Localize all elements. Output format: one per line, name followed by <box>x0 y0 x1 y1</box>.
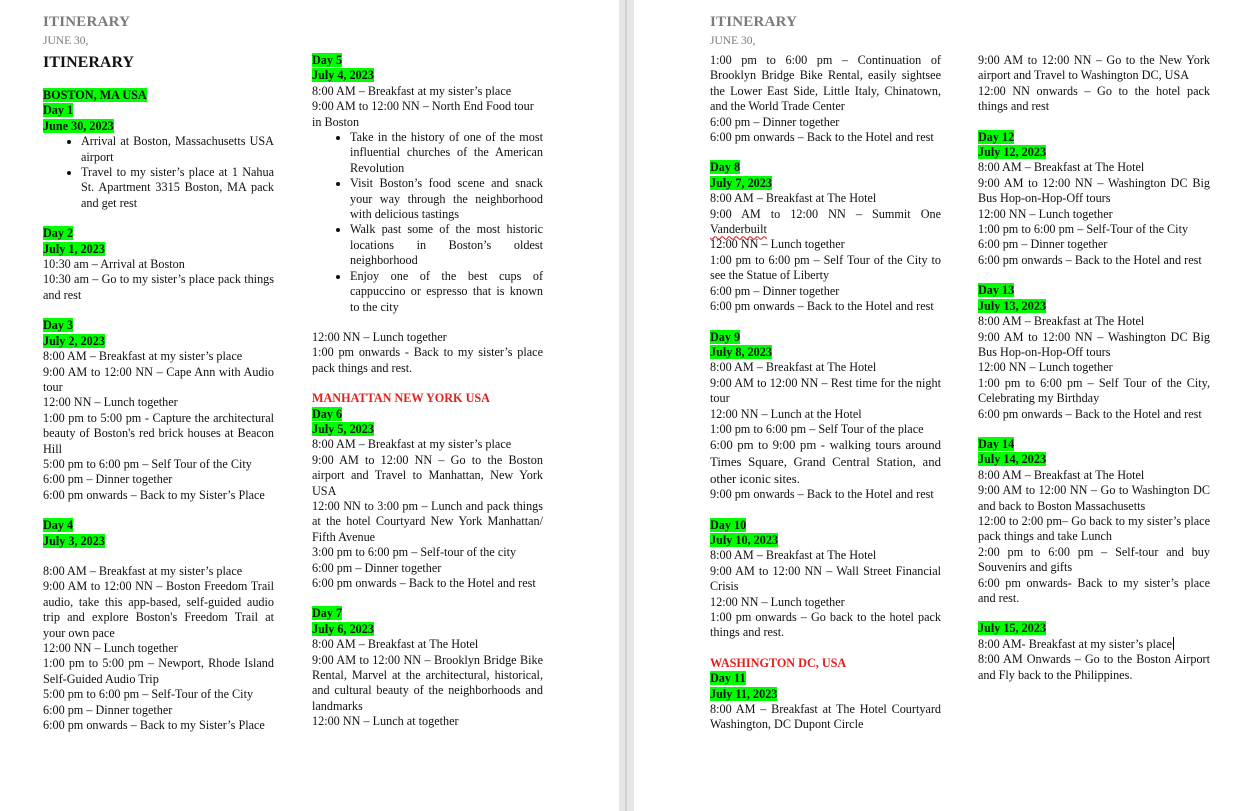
section-heading-washington: WASHINGTON DC, USA <box>710 655 847 670</box>
day-date: July 15, 2023 <box>978 621 1047 636</box>
itinerary-line: 6:00 pm – Dinner together <box>312 560 442 575</box>
day-date: July 7, 2023 <box>710 175 772 190</box>
itinerary-line: 9:00 AM to 12:00 NN – North End Food tour in Boston <box>312 99 534 129</box>
page-gap <box>619 0 634 811</box>
column-1 <box>43 53 274 733</box>
page-header-date: JUNE 30, <box>710 35 756 47</box>
section-heading-boston: BOSTON, MA USA <box>43 88 147 102</box>
itinerary-line: 1:00 pm to 5:00 pm - Capture the architectural beauty of Boston's red brick houses at Beacon Hill <box>43 410 274 456</box>
itinerary-line: 8:00 AM – Breakfast at The Hotel <box>710 191 877 206</box>
day-label: Day 1 <box>43 103 74 118</box>
day-date: July 4, 2023 <box>312 68 374 83</box>
itinerary-line: 12:00 NN – Lunch together <box>978 206 1113 221</box>
list-item: • Enjoy one of the best cups of cappuccino or espresso that is known to the city <box>350 269 543 315</box>
itinerary-line: 8:00 AM Onwards – Go to the Boston Airport and Fly back to the Philippines. <box>978 652 1210 682</box>
list-item: • Arrival at Boston, Massachusetts USA airport <box>81 134 274 165</box>
itinerary-line: 8:00 AM – Breakfast at The Hotel <box>312 637 479 652</box>
column-2 <box>312 53 543 730</box>
itinerary-line: 1:00 pm to 6:00 pm – Self Tour of the City, Celebrating my Birthday <box>978 375 1210 406</box>
day-label: Day 14 <box>978 436 1015 451</box>
itinerary-line: 6:00 pm – Dinner together <box>978 237 1108 252</box>
itinerary-line: 10:30 am – Go to my sister’s place pack things and rest <box>43 272 274 302</box>
itinerary-line: 12:00 NN – Lunch at the Hotel <box>710 406 862 421</box>
day-date: July 12, 2023 <box>978 145 1047 160</box>
day-date: July 1, 2023 <box>43 241 105 256</box>
itinerary-line: 5:00 pm to 6:00 pm – Self-Tour of the City <box>43 687 254 702</box>
page-header-date: JUNE 30, <box>43 35 89 47</box>
itinerary-line: 6:00 pm to 9:00 pm - walking tours around Times Square, Grand Central Station, and other iconic sites. <box>710 438 941 486</box>
itinerary-line: 8:00 AM – Breakfast at The Hotel <box>978 467 1145 482</box>
list-item: • Travel to my sister’s place at 1 Nahua St. Apartment 3315 Boston, MA pack and get rest <box>81 165 274 211</box>
itinerary-line: 12:00 NN – Lunch together <box>978 360 1113 375</box>
itinerary-line: 1:00 pm onwards - Back to my sister’s place pack things and rest. <box>312 345 543 375</box>
itinerary-line: 12:00 NN onwards – Go to the hotel pack things and rest <box>978 83 1210 114</box>
itinerary-line: 1:00 pm to 6:00 pm – Continuation of Brooklyn Bridge Bike Rental, easily sightsee the Lower East Side, Little Italy, Chinatown, and the World Trade Center <box>710 53 941 114</box>
day-date: July 6, 2023 <box>312 621 374 636</box>
day-date: July 5, 2023 <box>312 421 374 436</box>
day-label: Day 11 <box>710 671 746 686</box>
itinerary-line: 6:00 pm onwards – Back to my Sister’s Place <box>43 487 265 502</box>
itinerary-line: 6:00 pm – Dinner together <box>710 283 840 298</box>
itinerary-line: 6:00 pm – Dinner together <box>43 702 173 717</box>
day-date: July 10, 2023 <box>710 532 779 547</box>
itinerary-line: 6:00 pm onwards – Back to the Hotel and rest <box>710 130 934 145</box>
itinerary-line-text: 9:00 AM to 12:00 NN – Summit One <box>710 206 941 221</box>
itinerary-line: 9:00 AM to 12:00 NN – Go to Washington DC and back to Boston Massachusetts <box>978 483 1210 513</box>
itinerary-line: 3:00 pm to 6:00 pm – Self-tour of the city <box>312 545 517 560</box>
itinerary-line: 6:00 pm onwards- Back to my sister’s place and rest. <box>978 575 1210 605</box>
day-date: July 14, 2023 <box>978 452 1047 467</box>
page-header-title: ITINERARY <box>710 14 798 30</box>
itinerary-line: 8:00 AM – Breakfast at my sister’s place <box>43 349 243 364</box>
bullet-list <box>43 134 274 211</box>
itinerary-line: 12:00 NN – Lunch together <box>710 237 845 252</box>
day-date: June 30, 2023 <box>43 118 114 133</box>
itinerary-line: 6:00 pm onwards – Back to the Hotel and rest <box>978 406 1202 421</box>
itinerary-line: 1:00 pm to 6:00 pm – Self Tour of the place <box>710 421 924 436</box>
day-date: July 2, 2023 <box>43 333 105 348</box>
itinerary-line: 9:00 AM to 12:00 NN – Go to the Boston airport and Travel to Manhattan, New York USA <box>312 452 543 498</box>
day-date: July 11, 2023 <box>710 686 778 701</box>
itinerary-line: 9:00 AM to 12:00 NN – Cape Ann with Audio tour <box>43 364 274 394</box>
itinerary-line: 1:00 pm to 6:00 pm – Self-Tour of the City <box>978 222 1189 237</box>
list-item: • Visit Boston’s food scene and snack your way through the neighborhood with delicious tastings <box>350 176 543 222</box>
itinerary-line: 6:00 pm onwards – Back to the Hotel and rest <box>978 252 1202 267</box>
list-item: • Walk past some of the most historic locations in Boston’s oldest neighborhood <box>350 222 543 268</box>
text-cursor <box>1173 637 1174 650</box>
itinerary-line: 12:00 NN – Lunch together <box>710 594 845 609</box>
document-page-2 <box>634 0 1250 811</box>
day-label: Day 6 <box>312 406 343 421</box>
itinerary-line <box>978 637 1210 652</box>
itinerary-line-text: 8:00 AM- Breakfast at my sister’s place <box>978 636 1173 651</box>
itinerary-line: 6:00 pm onwards – Back to my Sister’s Place <box>43 718 265 733</box>
itinerary-line: 8:00 AM – Breakfast at my sister’s place <box>43 563 243 578</box>
day-label: Day 3 <box>43 318 74 333</box>
day-label: Day 12 <box>978 129 1015 144</box>
itinerary-line: 5:00 pm to 6:00 pm – Self Tour of the City <box>43 456 252 471</box>
day-label: Day 2 <box>43 226 74 241</box>
itinerary-line: 9:00 AM to 12:00 NN – Rest time for the night tour <box>710 375 941 406</box>
itinerary-line: 9:00 AM to 12:00 NN – Wall Street Financial Crisis <box>710 563 941 594</box>
itinerary-line: 6:00 pm onwards – Back to the Hotel and rest <box>312 576 536 590</box>
itinerary-line: 9:00 AM to 12:00 NN – Boston Freedom Trail audio, take this app-based, self-guided audio trip and explore Boston's Freedom Trail at your own pace <box>43 579 274 640</box>
day-label: Day 4 <box>43 518 74 533</box>
day-label: Day 13 <box>978 283 1015 298</box>
spellcheck-word: Vanderbuilt <box>710 222 767 237</box>
day-date: July 8, 2023 <box>710 344 772 359</box>
itinerary-line: 9:00 AM to 12:00 NN – Washington DC Big Bus Hop-on-Hop-Off tours <box>978 175 1210 206</box>
itinerary-line: 8:00 AM – Breakfast at The Hotel <box>710 360 877 375</box>
itinerary-line: 8:00 AM – Breakfast at The Hotel <box>710 548 877 563</box>
section-heading-manhattan: MANHATTAN NEW YORK USA <box>312 391 490 406</box>
itinerary-line: 12:00 NN – Lunch together <box>43 641 178 655</box>
day-label: Day 9 <box>710 329 741 344</box>
itinerary-line: 8:00 AM – Breakfast at my sister’s place <box>312 83 512 98</box>
itinerary-line: 8:00 AM – Breakfast at The Hotel <box>978 314 1145 329</box>
document-title: ITINERARY <box>43 54 135 71</box>
itinerary-line: 6:00 pm – Dinner together <box>43 472 173 487</box>
itinerary-line: 12:00 NN – Lunch together <box>43 395 178 410</box>
itinerary-line: 8:00 AM – Breakfast at The Hotel Courtyard Washington, DC Dupont Circle <box>710 702 941 732</box>
itinerary-line: 1:00 pm to 5:00 pm – Newport, Rhode Island Self-Guided Audio Trip <box>43 656 274 686</box>
itinerary-line: 9:00 AM to 12:00 NN – Brooklyn Bridge Bike Rental, Marvel at the architectural, historical, and cultural beauty of the neighborhoods and landmarks <box>312 652 543 713</box>
itinerary-line: 1:00 pm onwards – Go back to the hotel pack things and rest. <box>710 609 941 640</box>
itinerary-line: 8:00 AM – Breakfast at The Hotel <box>978 160 1145 175</box>
bullet-list <box>312 130 543 315</box>
itinerary-line: 6:00 pm – Dinner together <box>710 114 840 129</box>
day-label: Day 7 <box>312 606 343 621</box>
itinerary-line <box>710 207 941 238</box>
itinerary-line: 8:00 AM – Breakfast at my sister’s place <box>312 437 512 452</box>
itinerary-line: 1:00 pm to 6:00 pm – Self Tour of the City to see the Statue of Liberty <box>710 252 941 283</box>
day-label: Day 10 <box>710 517 747 532</box>
list-item: • Take in the history of one of the most influential churches of the American Revolution <box>350 130 543 176</box>
itinerary-line: 12:00 NN to 3:00 pm – Lunch and pack things at the hotel Courtyard New York Manhattan/ Fifth Avenue <box>312 498 543 544</box>
itinerary-line: 9:00 AM to 12:00 NN – Go to the New York airport and Travel to Washington DC, USA <box>978 53 1210 83</box>
itinerary-line: 12:00 to 2:00 pm– Go back to my sister’s place pack things and take Lunch <box>978 513 1210 544</box>
itinerary-line: 10:30 am – Arrival at Boston <box>43 257 185 272</box>
day-date: July 3, 2023 <box>43 533 105 548</box>
itinerary-line: 12:00 NN – Lunch together <box>312 329 447 344</box>
day-label: Day 5 <box>312 53 343 67</box>
day-date: July 13, 2023 <box>978 298 1047 313</box>
itinerary-line: 12:00 NN – Lunch at together <box>312 714 459 729</box>
itinerary-line: 9:00 AM to 12:00 NN – Washington DC Big Bus Hop-on-Hop-Off tours <box>978 329 1210 359</box>
day-label: Day 8 <box>710 160 741 175</box>
itinerary-line: 9:00 pm onwards – Back to the Hotel and rest <box>710 487 934 502</box>
itinerary-line: 6:00 pm onwards – Back to the Hotel and rest <box>710 299 934 314</box>
column-4 <box>978 53 1210 683</box>
page-header-title: ITINERARY <box>43 14 131 30</box>
itinerary-line: 2:00 pm to 6:00 pm – Self-tour and buy Souvenirs and gifts <box>978 544 1210 575</box>
column-3 <box>710 53 941 733</box>
document-page-1 <box>0 0 619 811</box>
